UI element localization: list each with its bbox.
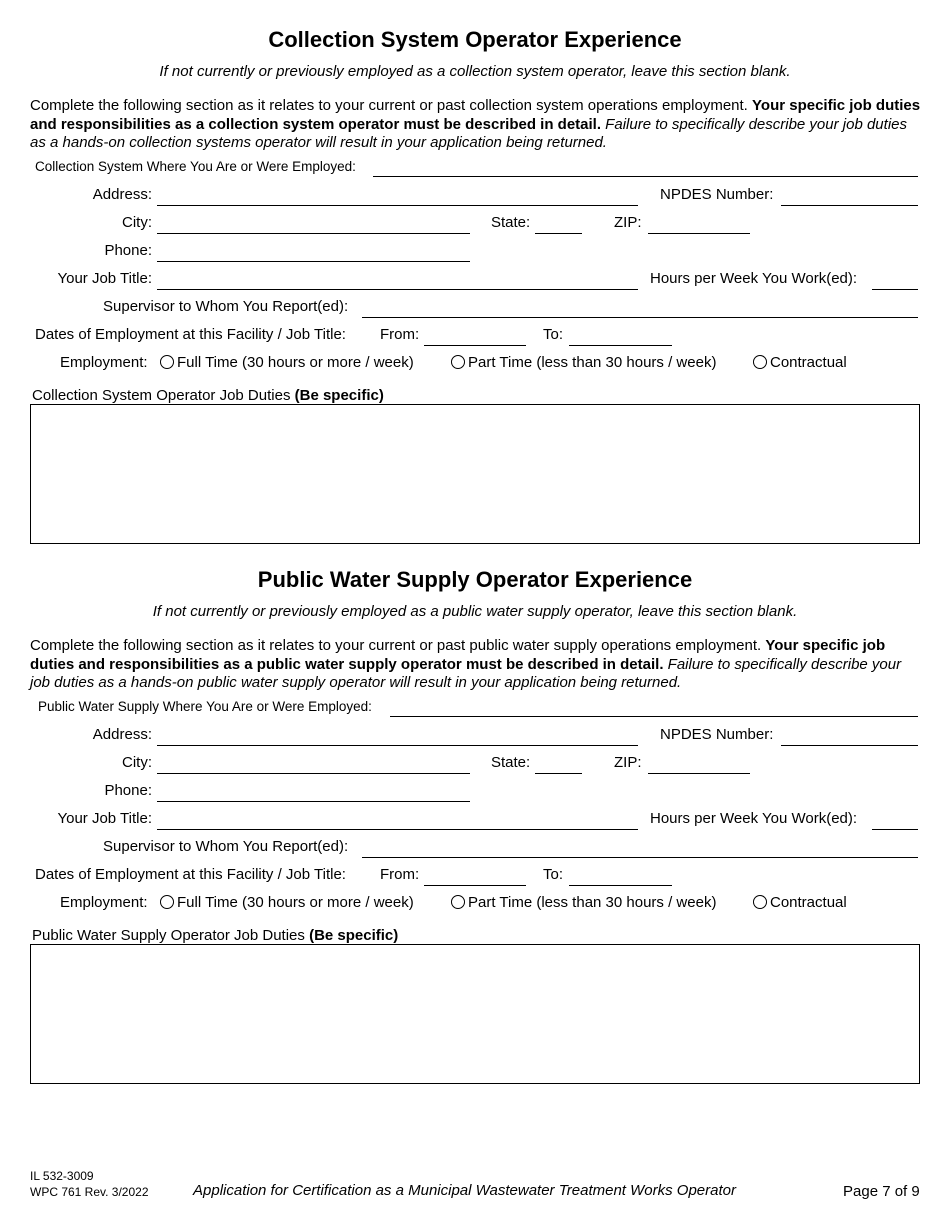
- instructions-italic: Failure to specifically describe your job duties as a hands-on public water supply operator will result in your application being returned.: [30, 655, 902, 691]
- job-duties-text: Collection System Operator Job Duties: [32, 387, 295, 404]
- address-label: Address:: [92, 726, 152, 743]
- employer-field[interactable]: [373, 176, 918, 177]
- hours-label: Hours per Week You Work(ed):: [650, 810, 858, 827]
- job-duties-label: [32, 927, 398, 944]
- employer-label: Collection System Where You Are or Were Employed:: [35, 159, 356, 174]
- npdes-label: NPDES Number:: [660, 726, 774, 743]
- instructions-plain: Complete the following section as it relates to your current or past public water supply operations employment.: [30, 637, 766, 654]
- phone-field[interactable]: [157, 261, 470, 262]
- zip-label: ZIP:: [614, 754, 642, 771]
- hours-field[interactable]: [872, 289, 918, 290]
- section-title: Public Water Supply Operator Experience: [257, 567, 693, 592]
- part-time-radio[interactable]: [451, 354, 716, 371]
- job-title-field[interactable]: [157, 829, 638, 830]
- full-time-label: Full Time (30 hours or more / week): [177, 354, 414, 371]
- section-note: If not currently or previously employed as a public water supply operator, leave this section blank.: [152, 603, 798, 620]
- supervisor-label: Supervisor to Whom You Report(ed):: [103, 298, 349, 315]
- full-time-label: Full Time (30 hours or more / week): [177, 894, 414, 911]
- hours-label: Hours per Week You Work(ed):: [650, 270, 858, 287]
- city-field[interactable]: [157, 233, 470, 234]
- npdes-label: NPDES Number:: [660, 186, 774, 203]
- from-field[interactable]: [424, 885, 526, 886]
- dates-label: Dates of Employment at this Facility / Job Title:: [35, 866, 346, 883]
- part-time-radio[interactable]: [451, 894, 716, 911]
- radio-circle[interactable]: [451, 895, 465, 909]
- to-field[interactable]: [569, 345, 672, 346]
- radio-circle[interactable]: [451, 355, 465, 369]
- zip-label: ZIP:: [614, 214, 642, 231]
- instructions-italic: Failure to specifically describe your job duties as a hands-on collection systems operator will result in your application being returned.: [30, 115, 907, 151]
- instructions-plain: Complete the following section as it relates to your current or past collection system operations employment.: [30, 97, 753, 114]
- full-time-radio[interactable]: [160, 894, 414, 911]
- dates-label: Dates of Employment at this Facility / Job Title:: [35, 326, 346, 343]
- job-title-field[interactable]: [157, 289, 638, 290]
- address-field[interactable]: [157, 205, 638, 206]
- city-field[interactable]: [157, 773, 470, 774]
- radio-circle[interactable]: [753, 895, 767, 909]
- from-label: From:: [380, 326, 420, 343]
- page-number: Page 7 of 9: [843, 1183, 920, 1200]
- zip-field[interactable]: [648, 773, 750, 774]
- employer-label: Public Water Supply Where You Are or Were Employed:: [38, 699, 372, 714]
- part-time-label: Part Time (less than 30 hours / week): [468, 354, 717, 371]
- section-title: Collection System Operator Experience: [268, 27, 682, 52]
- phone-field[interactable]: [157, 801, 470, 802]
- npdes-field[interactable]: [781, 205, 918, 206]
- form-id-2: WPC 761 Rev. 3/2022: [30, 1185, 149, 1199]
- from-field[interactable]: [424, 345, 526, 346]
- city-label: City:: [122, 754, 152, 771]
- radio-circle[interactable]: [753, 355, 767, 369]
- to-label: To:: [543, 326, 564, 343]
- employment-label: Employment:: [60, 894, 148, 911]
- address-field[interactable]: [157, 745, 638, 746]
- address-label: Address:: [92, 186, 152, 203]
- contractual-radio[interactable]: [753, 354, 847, 371]
- section-note: If not currently or previously employed as a collection system operator, leave this section blank.: [159, 63, 791, 80]
- job-duties-text: Public Water Supply Operator Job Duties: [32, 927, 310, 944]
- job-title-label: Your Job Title:: [57, 810, 152, 827]
- phone-label: Phone:: [104, 782, 152, 799]
- state-label: State:: [491, 754, 531, 771]
- to-field[interactable]: [569, 885, 672, 886]
- supervisor-field[interactable]: [362, 857, 918, 858]
- to-label: To:: [543, 866, 564, 883]
- phone-label: Phone:: [104, 242, 152, 259]
- npdes-field[interactable]: [781, 745, 918, 746]
- city-label: City:: [122, 214, 152, 231]
- contractual-radio[interactable]: [753, 894, 847, 911]
- state-field[interactable]: [535, 233, 582, 234]
- job-duties-textarea[interactable]: [30, 404, 920, 544]
- job-duties-bold: (Be specific): [294, 387, 384, 404]
- job-title-label: Your Job Title:: [57, 270, 152, 287]
- instructions-bold: Your specific job duties and responsibilities as a public water supply operator must be described in detail.: [30, 637, 886, 673]
- employer-field[interactable]: [390, 716, 918, 717]
- contractual-label: Contractual: [770, 354, 847, 371]
- zip-field[interactable]: [648, 233, 750, 234]
- employment-label: Employment:: [60, 354, 148, 371]
- radio-circle[interactable]: [160, 355, 174, 369]
- form-id-1: IL 532-3009: [30, 1169, 94, 1183]
- part-time-label: Part Time (less than 30 hours / week): [468, 894, 717, 911]
- hours-field[interactable]: [872, 829, 918, 830]
- instructions-paragraph: [30, 637, 922, 693]
- state-field[interactable]: [535, 773, 582, 774]
- instructions-bold: Your specific job duties and responsibilities as a collection system operator must be described in detail.: [30, 97, 921, 133]
- supervisor-label: Supervisor to Whom You Report(ed):: [103, 838, 349, 855]
- job-duties-bold: (Be specific): [309, 927, 399, 944]
- instructions-paragraph: [30, 97, 922, 153]
- job-duties-label: [32, 387, 384, 404]
- contractual-label: Contractual: [770, 894, 847, 911]
- form-title: Application for Certification as a Municipal Wastewater Treatment Works Operator: [193, 1182, 736, 1199]
- radio-circle[interactable]: [160, 895, 174, 909]
- full-time-radio[interactable]: [160, 354, 414, 371]
- job-duties-textarea[interactable]: [30, 944, 920, 1084]
- supervisor-field[interactable]: [362, 317, 918, 318]
- state-label: State:: [491, 214, 531, 231]
- from-label: From:: [380, 866, 420, 883]
